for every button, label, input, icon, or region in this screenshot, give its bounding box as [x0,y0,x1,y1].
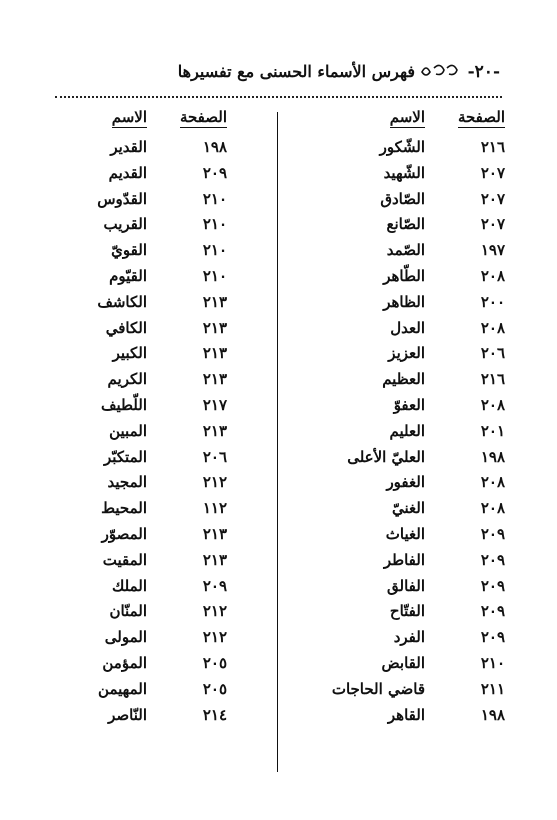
entry-page-number: ٢١٢ [202,473,227,492]
index-entry [305,549,505,575]
index-entry [305,626,505,652]
index-entry [305,471,505,497]
entry-name: العزيز [388,344,425,363]
index-entry [47,265,227,291]
entry-page-number: ٢٠٠ [480,292,505,311]
entry-name: الظاهر [383,292,425,311]
entry-name: اللّطيف [100,395,147,414]
index-entry [305,523,505,549]
entry-name: القريب [103,215,147,234]
entry-name: النّاصر [108,705,147,724]
ornament-logo [418,58,460,84]
entry-page-number: ٢١٣ [202,344,227,363]
entry-name: الشّكور [379,138,425,156]
index-entry [47,626,227,652]
entry-page-number: ٢١٦ [480,138,505,156]
entry-name: المتكبّر [103,447,147,466]
index-entry [47,497,227,523]
index-entry [47,523,227,549]
header-title: فهرس الأسماء الحسنى مع تفسيرها [177,62,415,81]
index-entry [47,239,227,265]
entry-name: العفوّ [393,395,425,414]
index-entry [305,213,505,239]
entry-page-number: ٢٠٩ [480,524,505,543]
index-entry [47,549,227,575]
entry-page-number: ٢٠٩ [202,163,227,182]
entry-name: الصّادق [380,189,425,208]
entry-name: المولى [104,628,147,647]
index-entry [305,291,505,317]
entry-page-number: ٢٠٩ [480,550,505,569]
index-entry [305,678,505,704]
index-entry [47,420,227,446]
entry-page-number: ٢١٣ [202,421,227,440]
entry-page-number: ٢١١ [480,679,505,698]
index-column-right [305,108,505,729]
entry-name: الصّانع [386,215,425,234]
index-entry [305,575,505,601]
entry-name: العليّ الأعلى [347,447,425,466]
entry-page-number: ٢١٠ [202,189,227,208]
entry-name: الكبير [112,344,147,363]
name-header: الاسم [389,108,425,126]
entry-name: الكافي [105,318,147,337]
index-entry [305,600,505,626]
entry-page-number: ٢٠٨ [480,266,505,285]
entry-page-number: ٢١٣ [202,550,227,569]
index-column-left [47,108,227,729]
index-entry [305,342,505,368]
entry-name: العدل [390,318,425,337]
entry-page-number: ٢٠٨ [480,395,505,414]
entry-page-number: ٢١٣ [202,370,227,389]
entry-page-number: ٢١٧ [202,395,227,414]
index-entry [47,652,227,678]
index-entry [305,446,505,472]
index-entry [47,291,227,317]
entry-page-number: ٢٠٧ [480,215,505,234]
entry-name: الصّمد [386,241,425,260]
name-header: الاسم [111,108,147,126]
entry-page-number: ٢٠٥ [202,653,227,672]
entry-page-number: ٢٠٥ [202,679,227,698]
index-entry [305,497,505,523]
index-entry [47,342,227,368]
index-entry [47,678,227,704]
entry-name: المقيت [102,550,147,569]
entry-name: المنّان [109,602,147,621]
index-entry [47,471,227,497]
entry-page-number: ١٩٨ [480,705,505,724]
index-entry [47,162,227,188]
entry-name: الفاطر [383,550,425,569]
entry-name: الغياث [385,524,425,543]
entry-page-number: ٢١٠ [480,653,505,672]
index-entry [47,446,227,472]
index-entry [47,575,227,601]
entry-name: المجيد [107,473,147,492]
entry-name: الفالق [387,576,425,595]
entry-name: القدّوس [97,189,147,208]
entry-page-number: ٢١٣ [202,292,227,311]
entry-name: الطّاهر [383,266,425,285]
entry-page-number: ٢٠١ [480,421,505,440]
index-entry [47,213,227,239]
entry-page-number: ٢٠٦ [480,344,505,363]
page-header: الصفحة [179,108,227,126]
index-entry [305,704,505,730]
entry-name: القيّوم [109,266,147,285]
index-entry [305,420,505,446]
entry-page-number: ٢٠٨ [480,473,505,492]
entry-name: المحيط [101,499,147,518]
index-entry [47,317,227,343]
entry-page-number: ١٩٨ [202,138,227,156]
index-entry [305,368,505,394]
entry-page-number: ٢٠٨ [480,499,505,518]
entry-page-number: ٢١٠ [202,266,227,285]
entry-page-number: ٢١٣ [202,318,227,337]
index-entry [305,136,505,162]
entry-page-number: ٢١٤ [202,705,227,724]
index-entry [305,239,505,265]
entry-name: المؤمن [102,653,147,672]
index-entry [305,652,505,678]
entry-name: العليم [389,421,425,440]
entry-page-number: ٢٠٧ [480,189,505,208]
index-entry [305,394,505,420]
running-header [60,58,500,88]
entry-name: المبين [109,421,147,440]
entry-name: القابض [381,653,425,672]
entry-name: العظيم [382,370,425,389]
entry-name: الفرد [393,628,425,647]
entry-name: الغفور [386,473,425,492]
entry-page-number: ٢١٣ [202,524,227,543]
entry-page-number: ٢٠٦ [202,447,227,466]
entry-name: القدير [110,138,147,156]
page-number: -٢٠- [467,62,500,82]
column-header [305,108,505,136]
index-entry [305,162,505,188]
entry-page-number: ١٩٨ [480,447,505,466]
entry-page-number: ٢٠٩ [202,576,227,595]
entry-name: المصوّر [101,524,147,543]
entry-page-number: ٢٠٧ [480,163,505,182]
entry-page-number: ٢٠٩ [480,602,505,621]
index-entry [47,136,227,162]
entry-name: قاضي الحاجات [331,679,425,698]
index-entry [47,394,227,420]
column-divider [277,112,278,772]
column-header [47,108,227,136]
entry-page-number: ٢١٠ [202,241,227,260]
index-entry [47,188,227,214]
entry-page-number: ٢١٢ [202,602,227,621]
index-entry [47,600,227,626]
entry-name: الكاشف [97,292,147,311]
index-entry [305,265,505,291]
entry-name: الغنيّ [391,499,425,518]
entry-page-number: ٢١٠ [202,215,227,234]
entry-name: المهيمن [98,679,147,698]
entry-page-number: ٢٠٨ [480,318,505,337]
entry-name: القديم [108,163,147,182]
entry-name: القاهر [387,705,425,724]
header-divider [55,96,502,98]
entry-name: الملك [111,576,147,595]
entry-name: الكريم [107,370,147,389]
index-entry [47,368,227,394]
entry-name: القويّ [111,241,147,260]
entry-page-number: ١١٢ [202,499,227,518]
page-header: الصفحة [457,108,505,126]
entry-page-number: ٢٠٩ [480,628,505,647]
entry-name: الفتّاح [389,602,425,621]
entry-page-number: ٢١٦ [480,370,505,389]
entry-page-number: ٢٠٩ [480,576,505,595]
index-entry [47,704,227,730]
entry-page-number: ٢١٢ [202,628,227,647]
entry-name: الشّهيد [383,163,425,182]
entry-page-number: ١٩٧ [480,241,505,260]
index-entry [305,317,505,343]
index-entry [305,188,505,214]
